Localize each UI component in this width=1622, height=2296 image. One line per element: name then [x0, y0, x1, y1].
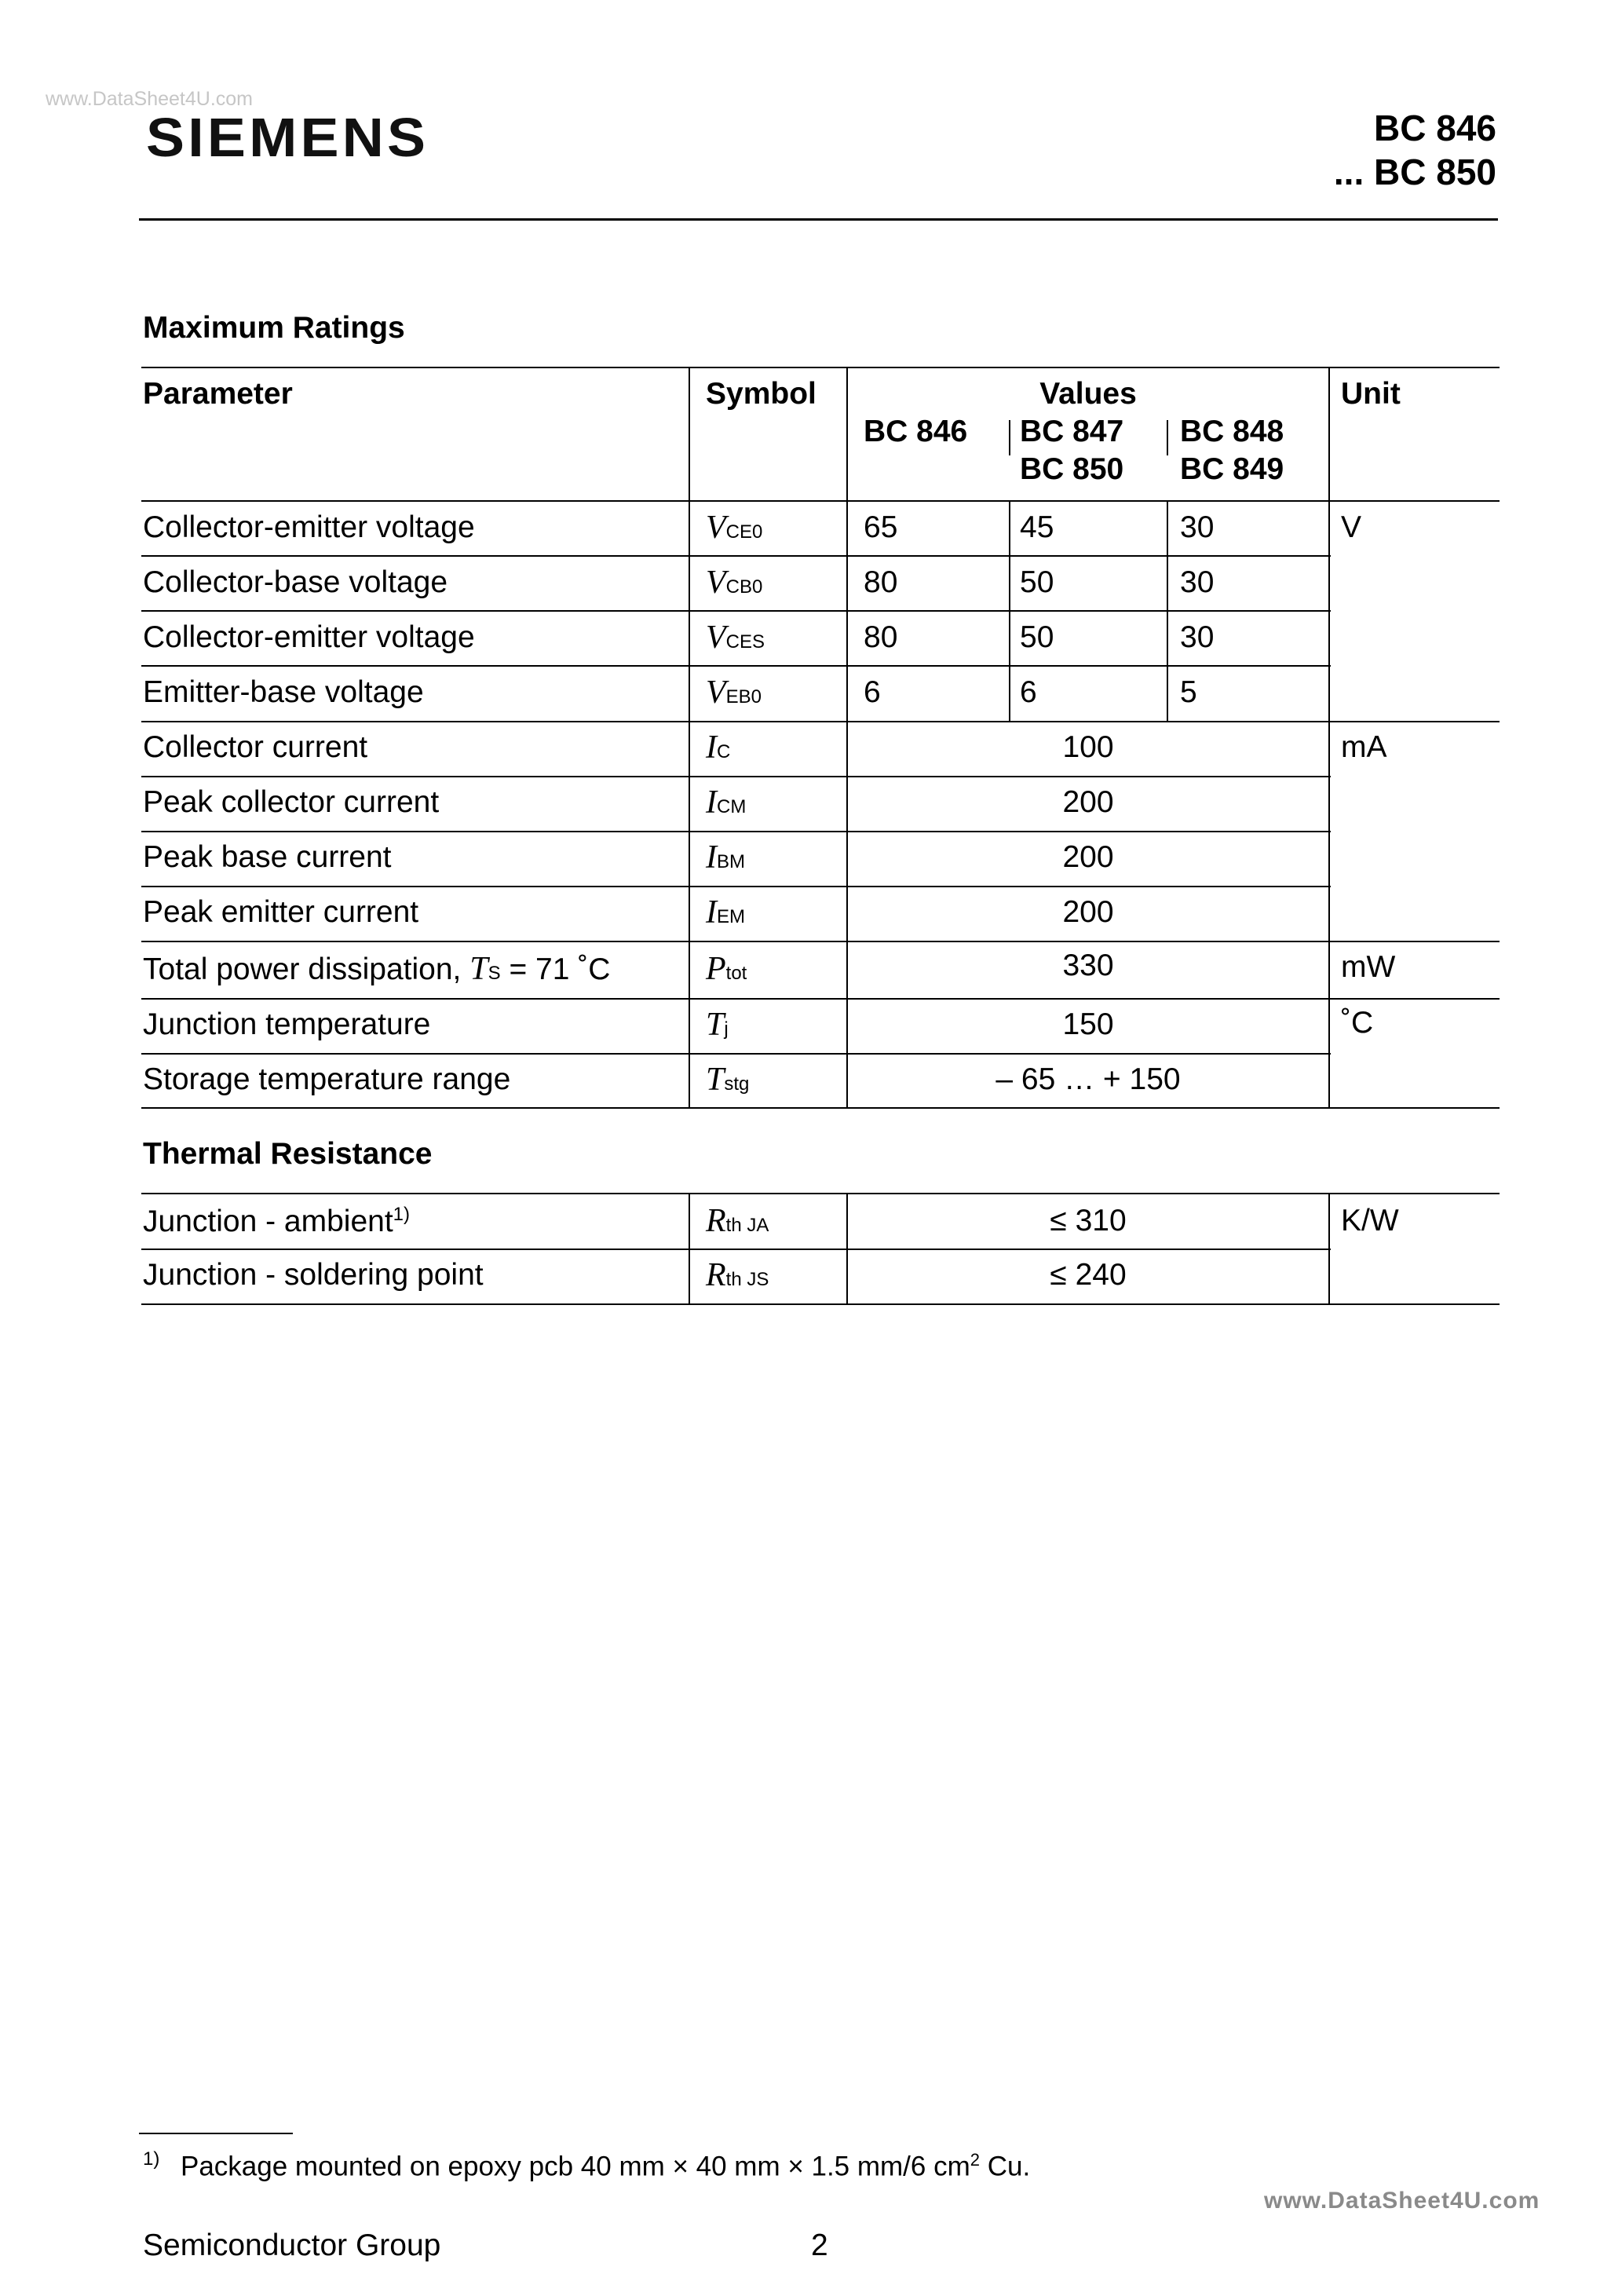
value-cell: 65 [864, 510, 898, 544]
unit-cell: V [1341, 510, 1362, 544]
footnote-text: Package mounted on epoxy pcb 40 mm × 40 mm × 1.5 mm/6 $cm^2$ Cu. [181, 2150, 1031, 2182]
value-cell: ≤ 240 [1050, 1258, 1127, 1292]
table-rule [141, 1107, 1500, 1109]
symbol-cell: Tj [706, 1007, 729, 1043]
value-cell: 50 [1020, 620, 1054, 654]
table-rule [689, 1193, 690, 1305]
unit-cell: ˚C [1341, 1006, 1374, 1040]
col-header-values: Values [1039, 377, 1137, 411]
param-cell: Peak collector current [143, 785, 440, 819]
col-header-parameter: Parameter [143, 377, 293, 411]
table-rule [141, 1303, 1500, 1305]
value-cell: 45 [1020, 510, 1054, 544]
value-cell: 30 [1180, 620, 1215, 654]
max-ratings-heading: Maximum Ratings [143, 311, 405, 345]
table-rule [141, 1249, 1331, 1250]
symbol-cell: Rth JA [706, 1203, 769, 1239]
value-cell: 6 [1020, 675, 1037, 709]
footnote-mark: 1) [143, 2148, 160, 2170]
value-cell: 330 [1062, 949, 1114, 982]
doc-title-line2: ... BC 850 [1333, 152, 1496, 192]
watermark-bottom: www.DataSheet4U.com [1264, 2188, 1540, 2214]
symbol-cell: VCES [706, 620, 765, 656]
watermark-top: www.DataSheet4U.com [46, 88, 254, 110]
table-rule [141, 776, 1331, 777]
footer-company: Semiconductor Group [143, 2228, 441, 2262]
param-cell: Emitter-base voltage [143, 675, 424, 709]
table-rule [141, 721, 1500, 722]
table-rule [1328, 1193, 1330, 1305]
col-header-bc847: BC 847 [1020, 415, 1124, 448]
param-cell: Total power dissipation, TS = 71 ˚C [143, 951, 611, 987]
param-cell: Collector-emitter voltage [143, 510, 475, 544]
table-rule [141, 367, 1500, 368]
symbol-cell: Tstg [706, 1062, 750, 1098]
symbol-cell: IBM [706, 839, 745, 876]
col-header-bc846: BC 846 [864, 415, 968, 448]
param-cell: Storage temperature range [143, 1062, 511, 1096]
param-cell: Junction - ambient$^{1)}$ [143, 1204, 411, 1238]
unit-cell: K/W [1341, 1204, 1399, 1238]
value-cell: 6 [864, 675, 881, 709]
siemens-logo: SIEMENS [146, 107, 429, 168]
symbol-cell: VEB0 [706, 675, 762, 711]
value-cell: 50 [1020, 565, 1054, 599]
value-cell: 200 [1062, 895, 1114, 929]
table-rule [141, 500, 1500, 502]
param-cell: Peak emitter current [143, 895, 419, 929]
symbol-cell: Ptot [706, 951, 747, 987]
thermal-heading: Thermal Resistance [143, 1137, 433, 1171]
symbol-cell: Rth JS [706, 1257, 769, 1293]
table-rule [141, 555, 1331, 557]
doc-title-line1: BC 846 [1374, 108, 1496, 148]
value-cell: 100 [1062, 730, 1114, 764]
page-number: 2 [811, 2228, 828, 2262]
value-cell: – 65 … + 150 [995, 1062, 1181, 1096]
table-rule [141, 998, 1500, 1000]
symbol-cell: IC [706, 729, 731, 766]
table-rule [141, 610, 1331, 612]
table-rule [1167, 500, 1168, 722]
value-cell: 200 [1062, 840, 1114, 874]
symbol-cell: VCE0 [706, 510, 763, 546]
param-cell: Collector-base voltage [143, 565, 448, 599]
unit-cell: mA [1341, 730, 1387, 764]
col-header-bc848: BC 848 [1180, 415, 1284, 448]
table-rule [141, 941, 1500, 942]
col-header-bc849: BC 849 [1180, 452, 1284, 486]
symbol-cell: VCB0 [706, 565, 763, 601]
col-header-bc850: BC 850 [1020, 452, 1124, 486]
table-rule [141, 1053, 1331, 1055]
param-cell: Junction temperature [143, 1007, 431, 1041]
table-rule [1009, 420, 1010, 455]
value-cell: 80 [864, 565, 898, 599]
value-cell: ≤ 310 [1050, 1204, 1127, 1238]
col-header-symbol: Symbol [706, 377, 816, 411]
param-cell: Peak base current [143, 840, 392, 874]
symbol-cell: ICM [706, 784, 747, 821]
table-rule [141, 831, 1331, 832]
footnote-ref: 1) [393, 1204, 411, 1225]
table-rule [1328, 367, 1330, 1109]
param-cell: Junction - soldering point [143, 1258, 484, 1292]
footnote-rule [139, 2133, 293, 2134]
table-rule [141, 1193, 1500, 1194]
param-cell: Collector-emitter voltage [143, 620, 475, 654]
value-cell: 200 [1062, 785, 1114, 819]
param-cell: Collector current [143, 730, 368, 764]
value-cell: 5 [1180, 675, 1197, 709]
table-rule [141, 665, 1331, 667]
value-cell: 80 [864, 620, 898, 654]
value-cell: 150 [1062, 1007, 1114, 1041]
table-rule [1167, 420, 1168, 455]
value-cell: 30 [1180, 565, 1215, 599]
unit-cell: mW [1341, 950, 1396, 984]
table-rule [689, 367, 690, 1109]
table-rule [1009, 500, 1010, 722]
header-rule [139, 218, 1498, 221]
col-header-unit: Unit [1341, 377, 1401, 411]
symbol-cell: IEM [706, 894, 745, 930]
table-rule [141, 886, 1331, 887]
value-cell: 30 [1180, 510, 1215, 544]
